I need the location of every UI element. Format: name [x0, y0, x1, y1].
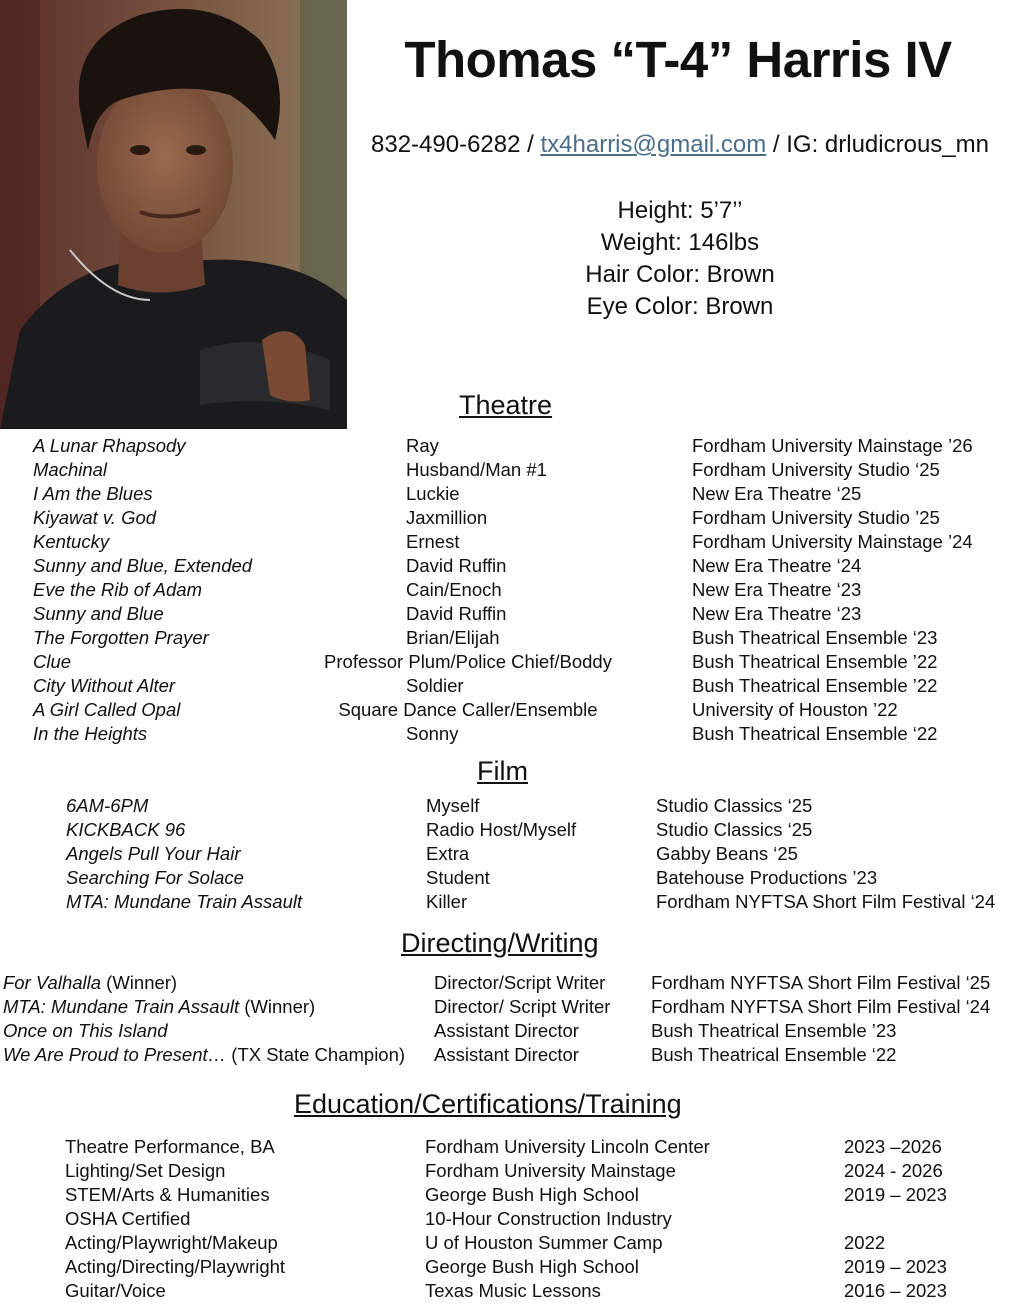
- theatre-show: Kentucky: [33, 531, 110, 552]
- theatre-row: [0, 675, 1010, 699]
- education-subject: Acting/Playwright/Makeup: [65, 1232, 278, 1253]
- film-title: MTA: Mundane Train Assault: [66, 891, 303, 912]
- film-row: [0, 819, 1010, 843]
- theatre-role: Ray: [406, 435, 439, 456]
- theatre-show: Sunny and Blue, Extended: [33, 555, 253, 576]
- education-years: 2019 – 2023: [844, 1256, 947, 1277]
- education-place: U of Houston Summer Camp: [425, 1232, 663, 1253]
- directing-role: Director/ Script Writer: [434, 996, 611, 1017]
- theatre-venue: New Era Theatre ‘23: [692, 603, 862, 624]
- height-stat: Height: 5’7’’: [617, 197, 743, 224]
- theatre-venue: Bush Theatrical Ensemble ’22: [692, 675, 938, 696]
- film-title: Searching For Solace: [66, 867, 244, 888]
- theatre-show: In the Heights: [33, 723, 148, 744]
- film-role: Killer: [426, 891, 468, 912]
- directing-venue: Bush Theatrical Ensemble ’23: [651, 1020, 897, 1041]
- education-place: George Bush High School: [425, 1256, 639, 1277]
- contact-line: [352, 131, 1008, 159]
- theatre-venue: Fordham University Mainstage ’26: [692, 435, 973, 456]
- hair-color-stat: Hair Color: Brown: [585, 261, 775, 288]
- theatre-venue: Bush Theatrical Ensemble ‘23: [692, 627, 938, 648]
- theatre-show: The Forgotten Prayer: [33, 627, 209, 648]
- education-subject: Theatre Performance, BA: [65, 1136, 275, 1157]
- film-company: Gabby Beans ‘25: [656, 843, 798, 864]
- education-heading: Education/Certifications/Training: [294, 1089, 682, 1119]
- theatre-venue: Bush Theatrical Ensemble ’22: [692, 651, 938, 672]
- education-subject: Acting/Directing/Playwright: [65, 1256, 286, 1277]
- directing-row: [0, 972, 1010, 996]
- theatre-venue: New Era Theatre ‘24: [692, 555, 862, 576]
- film-row: [0, 843, 1010, 867]
- education-years: 2024 - 2026: [844, 1160, 943, 1181]
- education-place: Fordham University Mainstage: [425, 1160, 676, 1181]
- education-row: [0, 1256, 1010, 1280]
- film-company: Studio Classics ‘25: [656, 819, 813, 840]
- theatre-role: Luckie: [406, 483, 460, 504]
- applicant-name: Thomas “T-4” Harris IV: [404, 31, 952, 88]
- directing-venue: Fordham NYFTSA Short Film Festival ‘25: [651, 972, 991, 993]
- theatre-role: Professor Plum/Police Chief/Boddy: [324, 651, 612, 672]
- weight-stat: Weight: 146lbs: [600, 229, 760, 256]
- theatre-show: A Girl Called Opal: [33, 699, 181, 720]
- education-place: 10-Hour Construction Industry: [425, 1208, 672, 1229]
- directing-role: Director/Script Writer: [434, 972, 606, 993]
- theatre-row: [0, 699, 1010, 723]
- theatre-show: Machinal: [33, 459, 108, 480]
- education-years: 2019 – 2023: [844, 1184, 947, 1205]
- theatre-row: [0, 627, 1010, 651]
- directing-title: Once on This Island: [3, 1020, 168, 1041]
- directing-note: (TX State Champion): [226, 1044, 406, 1065]
- directing-title: MTA: Mundane Train Assault: [3, 996, 240, 1017]
- directing-note: (Winner): [101, 972, 178, 993]
- theatre-role: David Ruffin: [406, 603, 507, 624]
- education-years: 2023 –2026: [844, 1136, 942, 1157]
- film-company: Batehouse Productions ’23: [656, 867, 878, 888]
- directing-venue: Fordham NYFTSA Short Film Festival ‘24: [651, 996, 991, 1017]
- theatre-row: [0, 531, 1010, 555]
- theatre-show: Sunny and Blue: [33, 603, 164, 624]
- theatre-role: Sonny: [406, 723, 459, 744]
- theatre-row: [0, 603, 1010, 627]
- education-years: 2022: [844, 1232, 886, 1253]
- theatre-venue: Fordham University Studio ’25: [692, 507, 940, 528]
- film-role: Extra: [426, 843, 470, 864]
- theatre-row: [0, 483, 1010, 507]
- film-role: Student: [426, 867, 490, 888]
- theatre-role: Brian/Elijah: [406, 627, 500, 648]
- film-title: KICKBACK 96: [66, 819, 186, 840]
- directing-role: Assistant Director: [434, 1044, 579, 1065]
- education-subject: OSHA Certified: [65, 1208, 191, 1229]
- education-place: George Bush High School: [425, 1184, 639, 1205]
- directing-row: [0, 996, 1010, 1020]
- theatre-row: [0, 579, 1010, 603]
- directing-heading: Directing/Writing: [401, 928, 599, 958]
- contact-separator: /: [520, 131, 541, 158]
- eye-color-stat: Eye Color: Brown: [586, 293, 774, 320]
- theatre-role: Ernest: [406, 531, 460, 552]
- phone-number: 832-490-6282: [371, 131, 521, 158]
- directing-venue: Bush Theatrical Ensemble ‘22: [651, 1044, 897, 1065]
- education-years: 2016 – 2023: [844, 1280, 947, 1301]
- theatre-role: Jaxmillion: [406, 507, 488, 528]
- headshot-photo: [0, 0, 347, 429]
- email-link[interactable]: tx4harris@gmail.com: [540, 131, 767, 158]
- education-row: [0, 1232, 1010, 1256]
- directing-title-cell: [3, 972, 177, 994]
- instagram-handle: / IG: drludicrous_mn: [766, 131, 989, 158]
- physical-stats: [352, 195, 1008, 323]
- theatre-show: City Without Alter: [33, 675, 176, 696]
- theatre-row: [0, 555, 1010, 579]
- film-row: [0, 795, 1010, 819]
- education-row: [0, 1184, 1010, 1208]
- theatre-show: A Lunar Rhapsody: [33, 435, 186, 456]
- education-row: [0, 1280, 1010, 1304]
- education-row: [0, 1208, 1010, 1232]
- directing-row: [0, 1020, 1010, 1044]
- film-row: [0, 891, 1010, 915]
- film-heading: Film: [477, 756, 528, 786]
- theatre-role: Square Dance Caller/Ensemble: [338, 699, 598, 720]
- directing-title-cell: [3, 1044, 405, 1066]
- directing-title: For Valhalla: [3, 972, 102, 993]
- film-role: Myself: [426, 795, 480, 816]
- theatre-role: Cain/Enoch: [406, 579, 502, 600]
- theatre-role: Soldier: [406, 675, 464, 696]
- film-company: Studio Classics ‘25: [656, 795, 813, 816]
- education-subject: Lighting/Set Design: [65, 1160, 226, 1181]
- theatre-show: Clue: [33, 651, 72, 672]
- directing-role: Assistant Director: [434, 1020, 579, 1041]
- theatre-venue: Fordham University Mainstage ’24: [692, 531, 973, 552]
- theatre-venue: New Era Theatre ‘23: [692, 579, 862, 600]
- theatre-show: I Am the Blues: [33, 483, 153, 504]
- theatre-row: [0, 459, 1010, 483]
- directing-title-cell: [3, 1020, 168, 1042]
- education-subject: Guitar/Voice: [65, 1280, 166, 1301]
- directing-title: We Are Proud to Present…: [3, 1044, 227, 1065]
- theatre-show: Eve the Rib of Adam: [33, 579, 202, 600]
- education-row: [0, 1160, 1010, 1184]
- theatre-venue: Fordham University Studio ‘25: [692, 459, 940, 480]
- theatre-row: [0, 435, 1010, 459]
- theatre-heading: Theatre: [459, 390, 553, 420]
- film-company: Fordham NYFTSA Short Film Festival ‘24: [656, 891, 996, 912]
- theatre-row: [0, 651, 1010, 675]
- theatre-row: [0, 507, 1010, 531]
- theatre-venue: New Era Theatre ‘25: [692, 483, 862, 504]
- film-row: [0, 867, 1010, 891]
- education-subject: STEM/Arts & Humanities: [65, 1184, 270, 1205]
- directing-row: [0, 1044, 1010, 1068]
- theatre-row: [0, 723, 1010, 747]
- theatre-venue: University of Houston ’22: [692, 699, 898, 720]
- theatre-role: Husband/Man #1: [406, 459, 547, 480]
- directing-note: (Winner): [239, 996, 316, 1017]
- education-row: [0, 1136, 1010, 1160]
- education-place: Texas Music Lessons: [425, 1280, 601, 1301]
- theatre-venue: Bush Theatrical Ensemble ‘22: [692, 723, 938, 744]
- film-role: Radio Host/Myself: [426, 819, 577, 840]
- film-title: 6AM-6PM: [66, 795, 149, 816]
- theatre-show: Kiyawat v. God: [33, 507, 157, 528]
- film-title: Angels Pull Your Hair: [66, 843, 241, 864]
- theatre-role: David Ruffin: [406, 555, 507, 576]
- directing-title-cell: [3, 996, 315, 1018]
- education-place: Fordham University Lincoln Center: [425, 1136, 710, 1157]
